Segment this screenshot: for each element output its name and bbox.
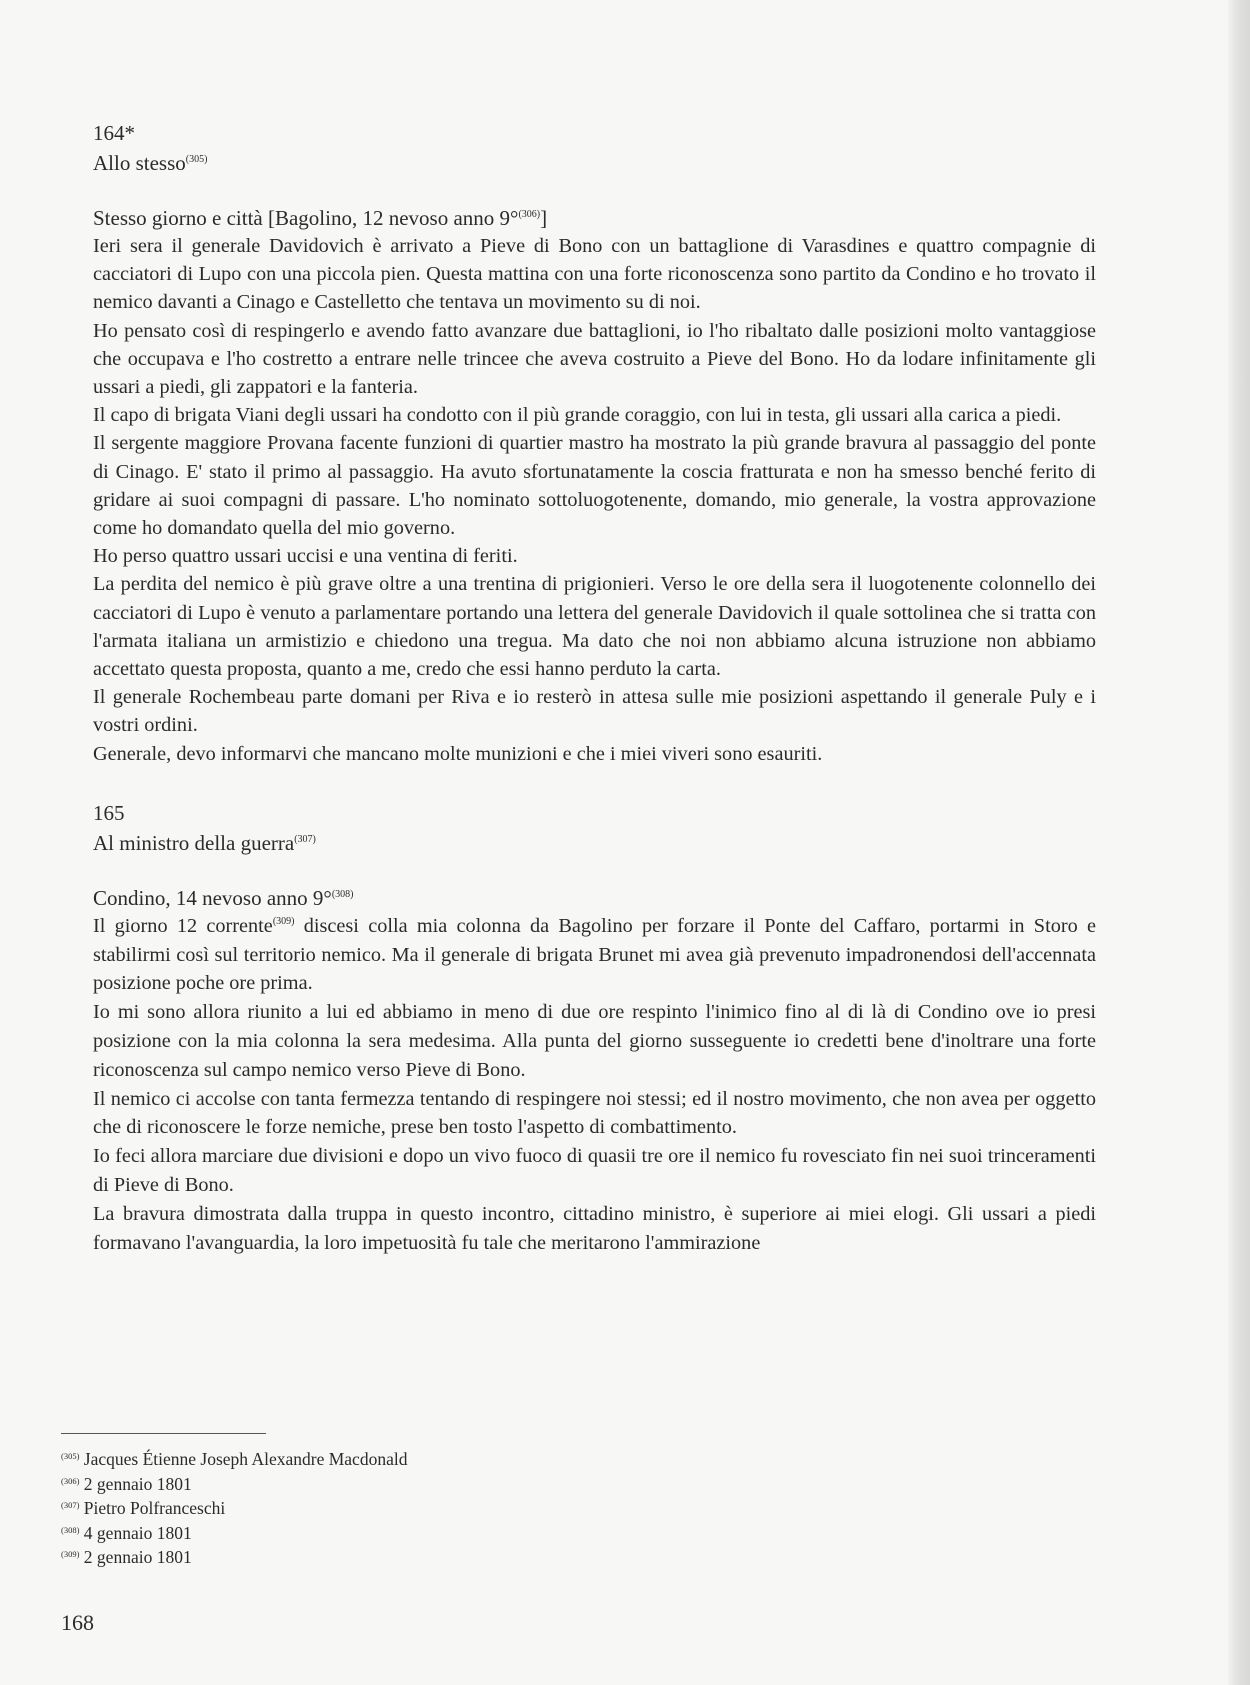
dateline-text: Stesso giorno e città [Bagolino, 12 nevoso anno 9°: [93, 206, 519, 230]
paragraph: Generale, devo informarvi che mancano molte munizioni e che i miei viveri sono esauriti.: [93, 742, 823, 765]
letter-number: 165: [93, 800, 125, 825]
paragraph: Il nemico ci accolse con tanta fermezza tentando di respingere noi stessi; ed il nostro movimento, che non avea per oggetto che di riconoscere le forze nemiche, prese ben tosto l'aspetto di combattimento.: [93, 1087, 1096, 1139]
footnotes: [61, 1447, 661, 1570]
footnote-ref: (305): [185, 154, 208, 165]
letter-dateline: [93, 885, 1096, 912]
paragraph-start: Il giorno 12 corrente: [93, 914, 273, 937]
footnote-divider: [61, 1433, 266, 1434]
footnote-number: (307): [61, 1500, 80, 1510]
footnote-number: (305): [61, 1451, 80, 1461]
footnote-text: Jacques Étienne Joseph Alexandre Macdonald: [83, 1449, 408, 1469]
footnote-ref: (308): [331, 888, 354, 900]
footnote: [61, 1447, 661, 1472]
footnote: [61, 1496, 661, 1521]
footnote-ref: (306): [518, 209, 541, 220]
paragraph: La perdita del nemico è più grave oltre a una trentina di prigionieri. Verso le ore della sera il luogotenente colonnello dei cacciatori di Lupo è venuto a parlamentare portando una lettera del generale Davidovich il quale sottolinea che si tratta con l'armata italiana un armistizio e chiedono una tregua. Ma dato che noi non abbiamo alcuna istruzione non abbiamo accettato questa proposta, quanto a me, credo che essi hanno perduto la carta.: [93, 573, 1096, 681]
paragraph-rest: discesi colla mia colonna da Bagolino per forzare il Ponte del Caffaro, portarmi in Storo e stabilirmi così sul territorio nemico. Ma il generale di brigata Brunet mi avea già prevenuto impadronendosi dell'accennata posizione poche ore prima.: [93, 914, 1096, 995]
letter-164: [93, 118, 1096, 768]
recipient-text: Allo stesso: [93, 151, 186, 175]
paragraph: Il sergente maggiore Provana facente funzioni di quartier mastro ha mostrato la più grande bravura al passaggio del ponte di Cinago. E' stato il primo al passaggio. Ha avuto sfortunatamente la coscia fratturata e non ha smesso benché ferito di gridare ai suoi compagni di passare. L'ho nominato sottoluogotenente, domando, mio generale, la vostra approvazione come ho domandato quella del mio governo.: [93, 432, 1096, 540]
paragraph: Io mi sono allora riunito a lui ed abbiamo in meno di due ore respinto l'inimico fino al di là di Condino ove io presi posizione con la mia colonna la sera medesima. Alla punta del giorno susseguente io credetti bene d'inoltrare una forte riconoscenza sul campo nemico verso Pieve di Bono.: [93, 1001, 1096, 1081]
footnote-number: (309): [61, 1549, 80, 1559]
page-content: [93, 118, 1096, 1257]
page-edge-shadow: [1228, 0, 1250, 1685]
footnote: [61, 1472, 661, 1497]
footnote: [61, 1545, 661, 1570]
letter-recipient: [93, 148, 1096, 178]
paragraph: Il generale Rochembeau parte domani per Riva e io resterò in attesa sulle mie posizioni aspettando il generale Puly e i vostri ordini.: [93, 686, 1096, 737]
footnote-text: 4 gennaio 1801: [83, 1522, 192, 1543]
paragraph: Il capo di brigata Viani degli ussari ha condotto con il più grande coraggio, con lui in testa, gli ussari alla carica a piedi.: [93, 404, 1062, 427]
paragraph: Ho pensato così di respingerlo e avendo fatto avanzare due battaglioni, io l'ho ribaltato dalle posizioni molto vantaggiose che occupava e l'ho costretto a entrare nelle trincee che aveva costruito a Pieve del Bono. Ho da lodare infinitamente gli ussari a piedi, gli zappatori e la fanteria.: [93, 319, 1096, 399]
paragraph: Io feci allora marciare due divisioni e dopo un vivo fuoco di quasii tre ore il nemico fu rovesciato fin nei suoi trinceramenti di Pieve di Bono.: [93, 1145, 1096, 1197]
letter-165: [93, 798, 1096, 1258]
footnote-text: 2 gennaio 1801: [83, 1473, 192, 1494]
paragraph: Ieri sera il generale Davidovich è arrivato a Pieve di Bono con un battaglione di Varasdines e quattro compagnie di cacciatori di Lupo con una piccola pien. Questa mattina con una forte riconoscenza sono partito da Condino e ho trovato il nemico davanti a Cinago e Castelletto che tentava un movimento su di noi.: [93, 235, 1096, 314]
dateline-bracket: ]: [540, 206, 548, 230]
footnote-ref: (309): [272, 915, 295, 927]
footnote-ref: (307): [294, 833, 316, 845]
footnote-number: (306): [61, 1475, 80, 1486]
footnote-text: 2 gennaio 1801: [83, 1547, 192, 1567]
paragraph: La bravura dimostrata dalla truppa in questo incontro, cittadino ministro, è superiore ai miei elogi. Gli ussari a piedi formavano l'avanguardia, la loro impetuosità fu tale che meritarono l'ammirazione: [93, 1202, 1096, 1254]
footnote-number: (308): [61, 1524, 80, 1535]
letter-number: 164*: [93, 121, 135, 145]
paragraph: Ho perso quattro ussari uccisi e una ventina di feriti.: [93, 545, 518, 568]
page-number: 168: [61, 1610, 94, 1635]
dateline-text: Condino, 14 nevoso anno 9°: [93, 885, 332, 910]
letter-recipient: [93, 828, 1096, 858]
letter-dateline: [93, 205, 1096, 232]
footnote-text: Pietro Polfranceschi: [83, 1498, 226, 1518]
recipient-text: Al ministro della guerra: [93, 830, 295, 855]
paragraph: [93, 912, 1096, 998]
footnote: [61, 1521, 661, 1546]
